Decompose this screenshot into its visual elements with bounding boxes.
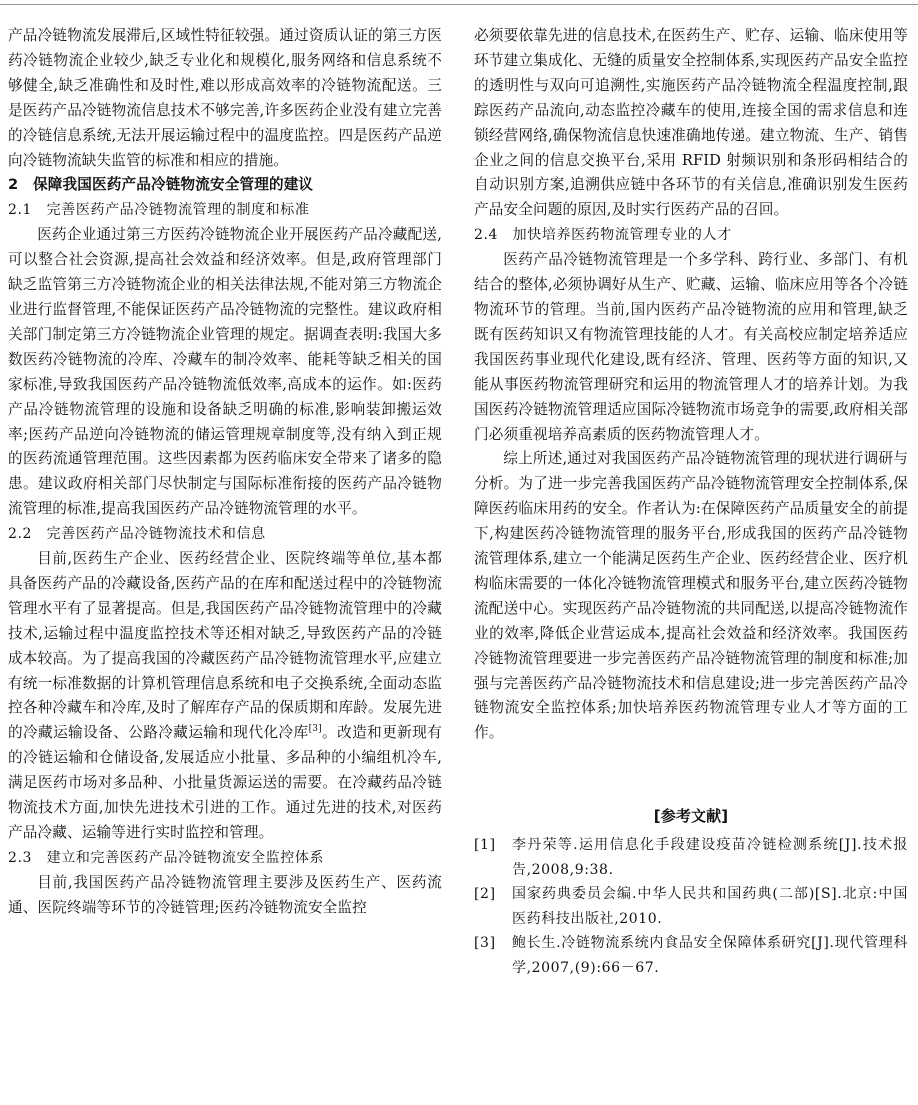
subsection-heading-2-4: 2.4 加快培养医药物流管理专业的人才 bbox=[474, 227, 732, 244]
text-span: 目前,医药生产企业、医药经营企业、医院终端等单位,基本都具备医药产品的冷藏设备,医药产品的在库和配送过程中的冷链物流管理水平有了显著提高。但是,我国医药产品冷链物流管理中的冷藏技术,运输过程中温度监控技术等还相对缺乏,导致医药产品的冷链成本较高。为了提高我国的冷藏医药产品冷链物流管理水平,应建立有统一标准数据的计算机管理信息系统和电子交换系统,全面动态监控各种冷藏车和冷库,及时了解库存产品的保质期和库龄。发展先进的冷藏运输设备、公路冷藏运输和现代化冷库 bbox=[8, 550, 442, 742]
reference-item bbox=[474, 931, 908, 980]
reference-item bbox=[474, 882, 908, 931]
paragraph: 目前,我国医药产品冷链物流管理主要涉及医药生产、医药流通、医院终端等环节的冷链管理;医药冷链物流安全监控 bbox=[8, 873, 442, 916]
conclusion-paragraph: 综上所述,通过对我国医药产品冷链物流管理的现状进行调研与分析。为了进一步完善我国医药产品冷链物流管理安全控制体系,保障医药临床用药的安全。作者认为:在保障医药产品质量安全的前提下,构建医药冷链物流管理的服务平台,形成我国的医药产品冷链物流管理体系,建立一个能满足医药生产企业、医药经营企业、医疗机构临床需要的一体化冷链物流管理模式和服务平台,建立医药冷链物流配送中心。实现医药产品冷链物流的共同配送,以提高冷链物流作业的效率,降低企业营运成本,提高社会效益和经济效率。我国医药冷链物流管理要进一步完善医药产品冷链物流管理的制度和标准;加强与完善医药产品冷链物流技术和信息建设;进一步完善医药产品冷链物流安全监控体系;加快培养医药物流管理专业人才等方面的工作。 bbox=[474, 450, 908, 742]
paragraph: 医药产品冷链物流管理是一个多学科、跨行业、多部门、有机结合的整体,必须协调好从生产、贮藏、运输、临床应用等各个冷链物流环节的管理。当前,国内医药产品冷链物流的应用和管理,缺乏既有医药知识又有物流管理技能的人才。有关高校应制定培养适应我国医药事业现代化建设,既有经济、管理、医药等方面的知识,又能从事医药物流管理研究和运用的物流管理人才的培养计划。为我国医药冷链物流管理适应国际冷链物流市场竞争的需要,政府相关部门必须重视培养高素质的医药物流管理人才。 bbox=[474, 251, 908, 443]
subsection-heading-2-2: 2.2 完善医药产品冷链物流技术和信息 bbox=[8, 526, 266, 543]
reference-item bbox=[474, 833, 908, 882]
header-rule bbox=[0, 0, 918, 5]
paragraph bbox=[8, 547, 442, 846]
reference-text: 国家药典委员会编.中华人民共和国药典(二部)[S].北京:中国医药科技出版社,2010. bbox=[512, 886, 908, 927]
reference-number: [3] bbox=[474, 935, 496, 952]
right-column bbox=[474, 24, 908, 980]
paragraph: 必须要依靠先进的信息技术,在医药生产、贮存、运输、临床使用等环节建立集成化、无缝的质量安全控制体系,实现医药产品安全监控的透明性与双向可追溯性,实施医药产品冷链物流全程温度控制,跟踪医药产品流向,动态监控冷藏车的使用,连接全国的需求信息和连锁经营网络,确保物流信息快速准确地传递。建立物流、生产、销售企业之间的信息交换平台,采用 RFID 射频识别和条形码相结合的自动识别方案,追溯供应链中各环节的有关信息,准确识别发生医药产品安全问题的原因,及时实行医药产品的召回。 bbox=[474, 27, 908, 219]
subsection-heading-2-3: 2.3 建立和完善医药产品冷链物流安全监控体系 bbox=[8, 849, 325, 866]
reference-text: 李丹荣等.运用信息化手段建设疫苗冷链检测系统[J].技术报告,2008,9:38. bbox=[512, 837, 908, 878]
subsection-heading-2-1: 2.1 完善医药产品冷链物流管理的制度和标准 bbox=[8, 202, 310, 219]
reference-text: 鲍长生.冷链物流系统内食品安全保障体系研究[J].现代管理科学,2007,(9):66－67. bbox=[512, 935, 908, 976]
reference-number: [1] bbox=[474, 837, 496, 854]
paragraph: 医药企业通过第三方医药冷链物流企业开展医药产品冷藏配送,可以整合社会资源,提高社会效益和经济效率。但是,政府管理部门缺乏监管第三方冷链物流企业的相关法律法规,不能对第三方物流企业进行监督管理,不能保证医药产品冷链物流的完整性。建议政府相关部门制定第三方冷链物流企业管理的规定。据调查表明:我国大多数医药冷链物流的冷库、冷藏车的制冷效率、能耗等缺乏相关的国家标准,导致我国医药产品冷链物流低效率,高成本的运作。如:医药产品冷链物流管理的设施和设备缺乏明确的标准,影响装卸搬运效率;医药产品逆向冷链物流的储运管理规章制度等,没有纳入到正规的医药流通管理范围。这些因素都为医药临床安全带来了诸多的隐患。建议政府相关部门尽快制定与国际标准衔接的医药产品冷链物流管理的标准,提高我国医药产品冷链物流管理的水平。 bbox=[8, 226, 442, 518]
left-column bbox=[8, 24, 442, 921]
reference-number: [2] bbox=[474, 886, 496, 903]
text-span: 。改造和更新现有的冷链运输和仓储设备,发展适应小批量、多品种的小编组机冷车,满足医药市场对多品种、小批量货源运送的需要。在冷藏药品冷链物流技术方面,加快先进技术引进的工作。通过先进的技术,对医药产品冷藏、运输等进行实时监控和管理。 bbox=[8, 724, 442, 841]
section-heading: 2 保障我国医药产品冷链物流安全管理的建议 bbox=[8, 176, 314, 194]
paragraph: 产品冷链物流发展滞后,区域性特征较强。通过资质认证的第三方医药冷链物流企业较少,缺乏专业化和规模化,服务网络和信息系统不够健全,缺乏准确性和及时性,难以形成高效率的冷链物流配送。三是医药产品冷链物流信息技术不够完善,许多医药企业没有建立完善的冷链信息系统,无法开展运输过程中的温度监控。四是医药产品逆向冷链物流缺失监管的标准和相应的措施。 bbox=[8, 27, 442, 169]
references-title: [参考文献] bbox=[653, 807, 729, 826]
citation-marker: [3] bbox=[308, 724, 322, 735]
